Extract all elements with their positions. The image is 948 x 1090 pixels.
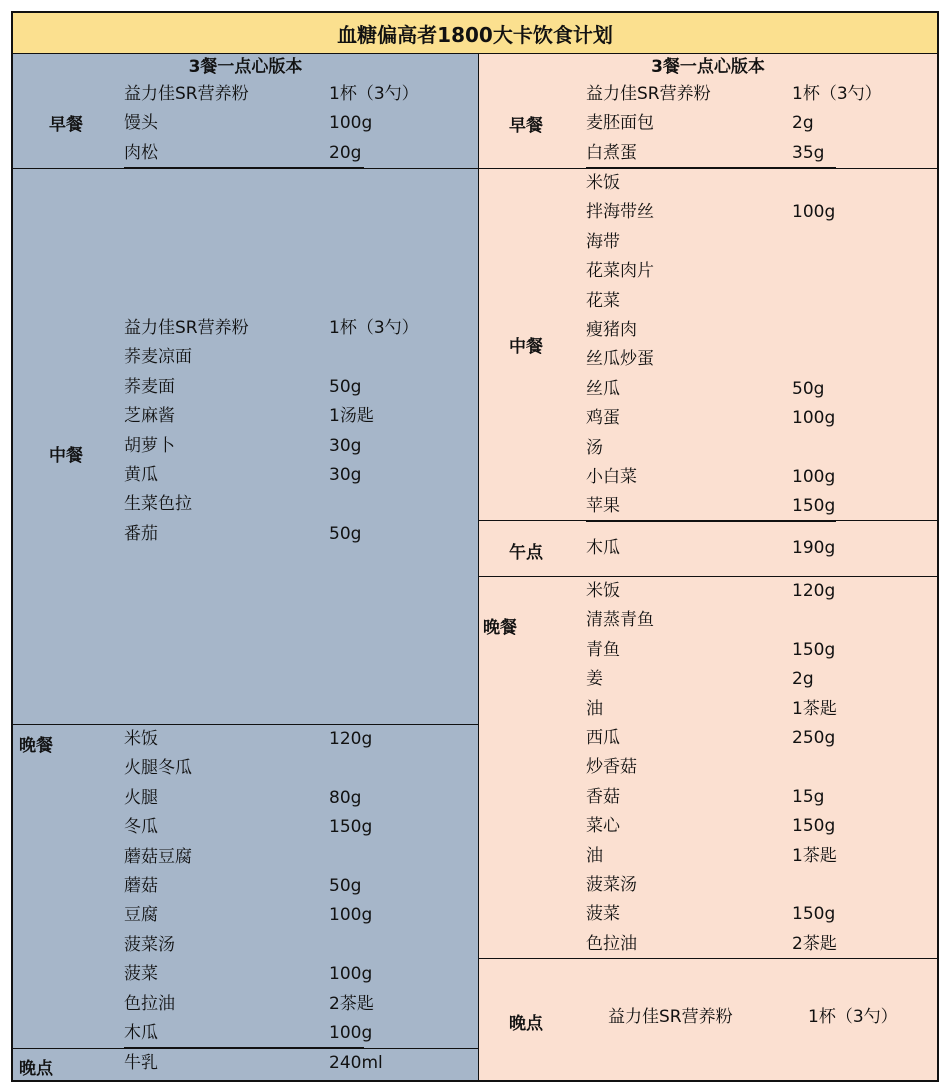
food-row bbox=[586, 345, 931, 374]
left-snack-label: 晚点 bbox=[19, 1059, 53, 1079]
food-row bbox=[608, 1003, 938, 1032]
version-right-panel bbox=[479, 54, 937, 1080]
food-quantity: 1杯（3勺） bbox=[329, 84, 419, 104]
left-lunch-rows bbox=[124, 314, 474, 549]
food-row bbox=[586, 434, 931, 463]
food-name: 益力佳SR营养粉 bbox=[586, 84, 711, 104]
food-quantity: 190g bbox=[792, 538, 836, 558]
left-lunch-section bbox=[13, 168, 478, 725]
food-row bbox=[586, 375, 931, 404]
food-name: 油 bbox=[586, 698, 603, 719]
food-row bbox=[124, 843, 474, 872]
food-name: 油 bbox=[586, 845, 603, 866]
food-row bbox=[586, 577, 931, 606]
food-quantity: 100g bbox=[329, 964, 373, 985]
food-quantity: 150g bbox=[792, 816, 836, 837]
food-row bbox=[586, 169, 931, 198]
version-left-header: 3餐一点心版本 bbox=[188, 57, 303, 77]
food-name: 黄瓜 bbox=[124, 464, 158, 485]
food-row bbox=[586, 404, 931, 433]
version-left-panel bbox=[13, 54, 479, 1080]
left-lunch-label: 中餐 bbox=[49, 446, 83, 466]
food-quantity: 2茶匙 bbox=[329, 993, 374, 1014]
food-row bbox=[586, 606, 931, 635]
spreadsheet bbox=[11, 11, 939, 1082]
food-row bbox=[124, 461, 474, 490]
food-row bbox=[586, 80, 931, 109]
food-quantity: 150g bbox=[329, 817, 373, 838]
food-name: 香菇 bbox=[586, 786, 620, 807]
food-name: 肉松 bbox=[124, 142, 158, 163]
food-name: 青鱼 bbox=[586, 639, 620, 660]
food-row bbox=[124, 490, 474, 519]
food-quantity: 30g bbox=[329, 464, 362, 485]
food-row bbox=[586, 316, 931, 345]
food-quantity: 2茶匙 bbox=[792, 933, 837, 954]
food-row bbox=[586, 139, 931, 168]
food-name: 丝瓜炒蛋 bbox=[586, 349, 654, 370]
right-night-snack-rows bbox=[608, 1003, 938, 1032]
food-name: 菠菜汤 bbox=[586, 874, 637, 895]
food-name: 瘦猪肉 bbox=[586, 319, 637, 340]
food-quantity: 1杯（3勺） bbox=[808, 1007, 898, 1027]
food-row bbox=[586, 257, 931, 286]
food-row bbox=[586, 665, 931, 694]
left-breakfast-rows bbox=[124, 80, 474, 168]
left-dinner-section bbox=[13, 724, 478, 1049]
food-name: 芝麻酱 bbox=[124, 406, 175, 427]
food-row bbox=[586, 812, 931, 841]
food-name: 米饭 bbox=[586, 581, 620, 601]
food-quantity: 100g bbox=[792, 466, 836, 487]
food-row bbox=[124, 931, 474, 960]
food-row bbox=[124, 139, 474, 168]
food-name: 小白菜 bbox=[586, 466, 637, 487]
food-name: 拌海带丝 bbox=[586, 202, 654, 223]
food-quantity: 35g bbox=[792, 142, 825, 163]
food-row bbox=[586, 695, 931, 724]
food-name: 米饭 bbox=[124, 729, 158, 749]
right-lunch-rows bbox=[586, 169, 931, 522]
food-name: 牛乳 bbox=[124, 1053, 158, 1073]
food-name: 益力佳SR营养粉 bbox=[608, 1007, 733, 1027]
food-row bbox=[124, 373, 474, 402]
food-row bbox=[586, 534, 931, 563]
food-quantity: 120g bbox=[792, 581, 836, 601]
food-name: 馒头 bbox=[124, 113, 158, 134]
food-quantity: 250g bbox=[792, 727, 836, 748]
food-name: 鸡蛋 bbox=[586, 408, 620, 429]
food-quantity: 150g bbox=[792, 639, 836, 660]
food-name: 木瓜 bbox=[124, 1022, 158, 1043]
left-breakfast-label: 早餐 bbox=[49, 115, 83, 135]
food-quantity: 120g bbox=[329, 729, 373, 749]
food-quantity: 50g bbox=[329, 523, 362, 544]
food-name: 荞麦面 bbox=[124, 376, 175, 397]
right-breakfast-section bbox=[479, 80, 937, 168]
food-quantity: 2g bbox=[792, 113, 814, 134]
food-quantity: 100g bbox=[329, 113, 373, 134]
food-row bbox=[586, 463, 931, 492]
food-row bbox=[124, 813, 474, 842]
food-quantity: 100g bbox=[329, 905, 373, 926]
food-row bbox=[586, 228, 931, 257]
food-row bbox=[586, 636, 931, 665]
food-name: 丝瓜 bbox=[586, 378, 620, 399]
food-quantity: 20g bbox=[329, 142, 362, 163]
food-quantity: 1汤匙 bbox=[329, 406, 374, 427]
food-row bbox=[124, 520, 474, 549]
food-quantity: 15g bbox=[792, 786, 825, 807]
food-row bbox=[586, 109, 931, 138]
food-row bbox=[124, 109, 474, 138]
food-name: 白煮蛋 bbox=[586, 142, 637, 163]
right-dinner-section bbox=[479, 576, 937, 959]
right-breakfast-label: 早餐 bbox=[509, 116, 543, 136]
food-name: 荞麦凉面 bbox=[124, 347, 192, 368]
food-name: 姜 bbox=[586, 669, 603, 690]
food-name: 清蒸青鱼 bbox=[586, 610, 654, 631]
food-row bbox=[124, 1019, 474, 1048]
food-row bbox=[124, 1049, 474, 1078]
food-name: 花菜肉片 bbox=[586, 261, 654, 282]
food-quantity: 240ml bbox=[329, 1053, 383, 1073]
right-afternoon-snack-rows bbox=[586, 534, 931, 563]
food-name: 番茄 bbox=[124, 523, 158, 544]
left-snack-section bbox=[13, 1048, 478, 1083]
food-quantity: 50g bbox=[792, 378, 825, 399]
left-breakfast-section bbox=[13, 80, 478, 168]
food-name: 麦胚面包 bbox=[586, 113, 654, 134]
food-name: 益力佳SR营养粉 bbox=[124, 84, 249, 104]
food-name: 西瓜 bbox=[586, 727, 620, 748]
food-row bbox=[124, 725, 474, 754]
food-row bbox=[586, 871, 931, 900]
food-row bbox=[124, 872, 474, 901]
food-row bbox=[586, 724, 931, 753]
food-row bbox=[586, 492, 931, 521]
food-name: 冬瓜 bbox=[124, 817, 158, 838]
food-row bbox=[124, 343, 474, 372]
food-row bbox=[586, 753, 931, 782]
food-quantity: 2g bbox=[792, 669, 814, 690]
food-name: 米饭 bbox=[586, 173, 620, 193]
food-row bbox=[124, 80, 474, 109]
right-dinner-label: 晚餐 bbox=[483, 618, 517, 638]
food-name: 苹果 bbox=[586, 496, 620, 517]
food-name: 炒香菇 bbox=[586, 757, 637, 778]
food-name: 菜心 bbox=[586, 816, 620, 837]
right-breakfast-rows bbox=[586, 80, 931, 168]
food-row bbox=[586, 783, 931, 812]
food-name: 海带 bbox=[586, 231, 620, 252]
food-row bbox=[586, 930, 931, 959]
food-quantity: 1茶匙 bbox=[792, 698, 837, 719]
food-name: 色拉油 bbox=[586, 933, 637, 954]
food-row bbox=[124, 432, 474, 461]
food-row bbox=[586, 900, 931, 929]
left-dinner-rows bbox=[124, 725, 474, 1048]
food-name: 火腿冬瓜 bbox=[124, 758, 192, 779]
left-dinner-label: 晚餐 bbox=[19, 736, 53, 756]
right-afternoon-snack-section bbox=[479, 520, 937, 577]
food-quantity: 100g bbox=[329, 1022, 373, 1043]
food-name: 蘑菇豆腐 bbox=[124, 846, 192, 867]
right-lunch-section bbox=[479, 168, 937, 521]
food-name: 菠菜 bbox=[586, 904, 620, 925]
food-row bbox=[124, 990, 474, 1019]
food-quantity: 80g bbox=[329, 787, 362, 808]
right-lunch-label: 中餐 bbox=[509, 337, 543, 357]
right-night-snack-label: 晚点 bbox=[509, 1014, 543, 1034]
food-quantity: 50g bbox=[329, 875, 362, 896]
food-row bbox=[124, 960, 474, 989]
food-row bbox=[124, 314, 474, 343]
food-row bbox=[124, 901, 474, 930]
plan-title: 血糖偏高者1800大卡饮食计划 bbox=[13, 13, 937, 54]
food-name: 花菜 bbox=[586, 290, 620, 311]
food-quantity: 100g bbox=[792, 408, 836, 429]
food-quantity: 150g bbox=[792, 904, 836, 925]
food-name: 木瓜 bbox=[586, 538, 620, 558]
food-name: 豆腐 bbox=[124, 905, 158, 926]
food-row bbox=[586, 842, 931, 871]
food-quantity: 150g bbox=[792, 496, 836, 517]
food-name: 色拉油 bbox=[124, 993, 175, 1014]
left-snack-rows bbox=[124, 1049, 474, 1078]
food-row bbox=[586, 287, 931, 316]
food-row bbox=[124, 402, 474, 431]
food-name: 汤 bbox=[586, 437, 603, 458]
food-name: 菠菜汤 bbox=[124, 934, 175, 955]
food-quantity: 1杯（3勺） bbox=[329, 318, 419, 338]
food-quantity: 30g bbox=[329, 435, 362, 456]
food-quantity: 1杯（3勺） bbox=[792, 84, 882, 104]
food-row bbox=[586, 198, 931, 227]
right-afternoon-snack-label: 午点 bbox=[509, 543, 543, 563]
food-quantity: 100g bbox=[792, 202, 836, 223]
food-quantity: 1茶匙 bbox=[792, 845, 837, 866]
right-dinner-rows bbox=[586, 577, 931, 959]
food-row bbox=[124, 754, 474, 783]
food-name: 益力佳SR营养粉 bbox=[124, 318, 249, 338]
food-name: 火腿 bbox=[124, 787, 158, 808]
food-name: 蘑菇 bbox=[124, 875, 158, 896]
food-quantity: 50g bbox=[329, 376, 362, 397]
food-name: 胡萝卜 bbox=[124, 435, 175, 456]
food-name: 菠菜 bbox=[124, 964, 158, 985]
right-night-snack-section bbox=[479, 958, 937, 1083]
food-row bbox=[124, 784, 474, 813]
version-right-header: 3餐一点心版本 bbox=[651, 57, 765, 77]
food-name: 生菜色拉 bbox=[124, 494, 192, 515]
